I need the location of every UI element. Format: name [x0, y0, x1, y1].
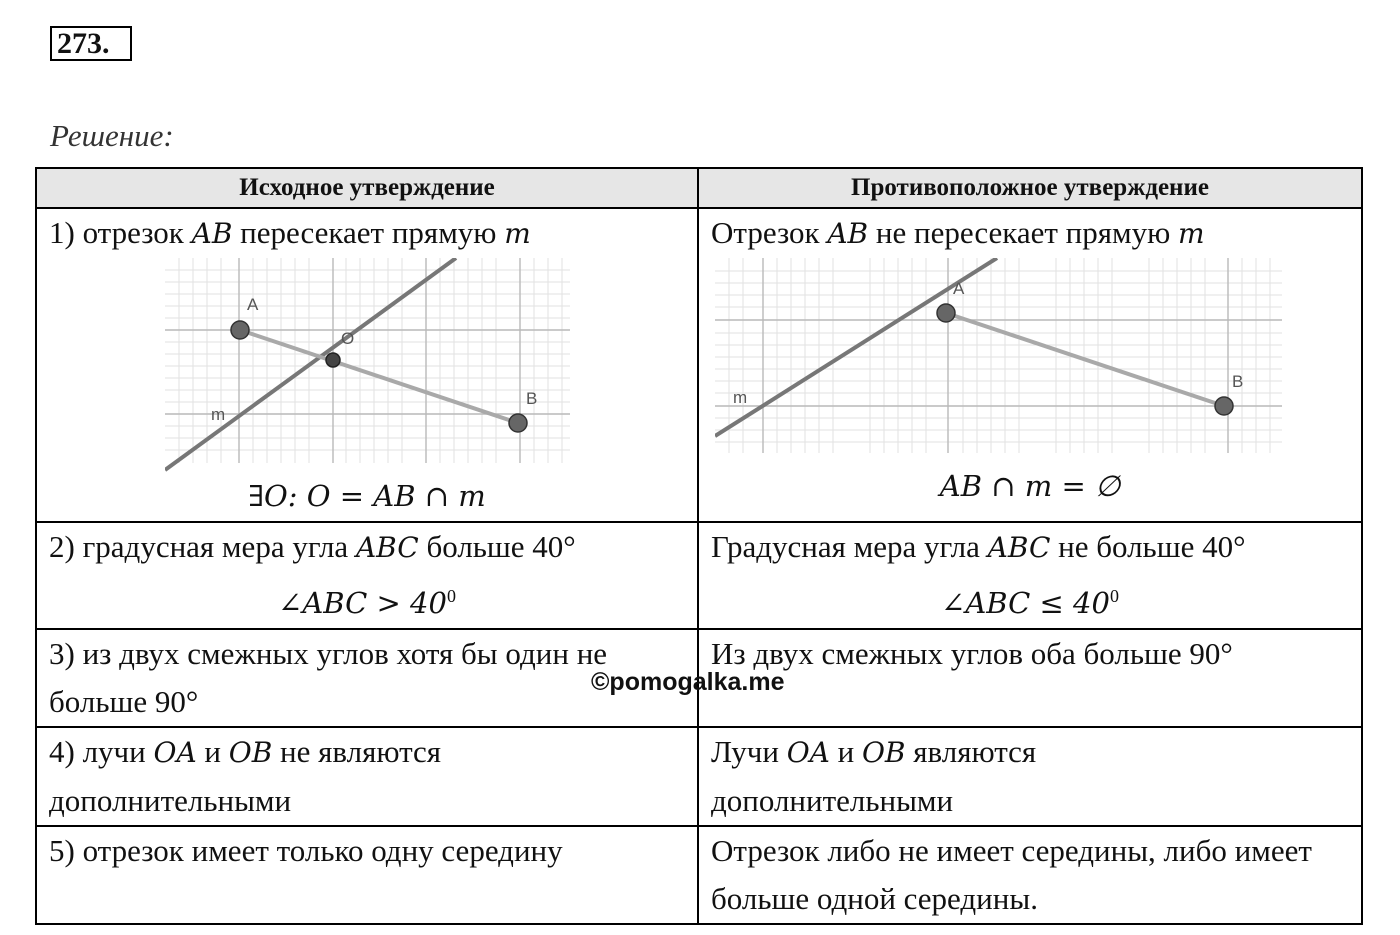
label-m: m — [733, 388, 748, 407]
statement-text — [711, 728, 1349, 825]
text-part: не больше 40° — [1050, 529, 1246, 564]
formula-text: ∃O: O = AB ∩ m — [248, 479, 486, 513]
math-abc: ABC — [987, 531, 1051, 564]
math-m: m — [504, 217, 531, 250]
formula-sup: 0 — [1109, 586, 1119, 606]
cell-opposite-2 — [698, 522, 1362, 629]
table-row — [36, 522, 1362, 629]
grid-figure-right — [715, 258, 1285, 458]
cell-opposite-3 — [698, 629, 1362, 727]
text-part: не являются дополнительными — [49, 734, 442, 818]
cell-original-2 — [36, 522, 698, 629]
statement-text — [711, 209, 1349, 258]
figure-intersect — [49, 258, 685, 472]
text-part: 1) отрезок — [49, 215, 192, 250]
text-part: Лучи — [711, 734, 787, 769]
statement-text: Отрезок либо не имеет середины, либо имеет больше одной середины. — [711, 833, 1312, 916]
text-part: и — [829, 734, 862, 769]
formula — [711, 462, 1349, 511]
header-original: Исходное утверждение — [36, 168, 698, 208]
text-part: и — [196, 734, 229, 769]
math-abc: ABC — [355, 531, 419, 564]
text-part: не пересекает прямую — [868, 215, 1179, 250]
figure-no-intersect — [711, 258, 1349, 462]
statement-text: 3) из двух смежных углов хотя бы один не больше 90° — [49, 636, 608, 719]
formula-text: ∠ABC > 40 — [278, 586, 447, 620]
label-b: B — [1232, 372, 1244, 391]
label-m: m — [211, 405, 226, 424]
table-header-row — [36, 168, 1362, 208]
formula — [49, 472, 685, 521]
segment-ab — [240, 330, 518, 423]
math-ob: OB — [228, 736, 273, 769]
text-part: пересекает прямую — [232, 215, 505, 250]
statement-text: 5) отрезок имеет только одну середину — [49, 833, 563, 868]
text-part: являются дополнительными — [711, 734, 1037, 818]
formula — [711, 572, 1349, 628]
label-b: B — [526, 389, 538, 408]
point-b — [1215, 397, 1233, 415]
math-ob: OB — [861, 736, 906, 769]
label-a: A — [247, 295, 259, 314]
formula-text: AB ∩ m = ∅ — [939, 469, 1121, 503]
text-part: 2) градусная мера угла — [49, 529, 356, 564]
point-a — [231, 321, 249, 339]
label-a: A — [953, 279, 965, 298]
text-part: больше 40° — [418, 529, 576, 564]
problem-number: 273. — [50, 26, 132, 61]
header-opposite: Противоположное утверждение — [698, 168, 1362, 208]
cell-opposite-1 — [698, 208, 1362, 522]
watermark: ©pomogalka.me — [591, 668, 785, 696]
solution-label: Решение: — [50, 118, 174, 153]
statement-text — [49, 523, 685, 572]
table-row — [36, 826, 1362, 924]
text-part: 4) лучи — [49, 734, 154, 769]
math-ab: AB — [827, 217, 869, 250]
math-oa: OA — [786, 736, 830, 769]
statement-text: Из двух смежных углов оба больше 90° — [711, 636, 1233, 671]
cell-opposite-5 — [698, 826, 1362, 924]
point-o — [326, 353, 340, 367]
math-ab: AB — [191, 217, 233, 250]
point-b — [509, 414, 527, 432]
statement-text — [49, 728, 685, 825]
grid-figure-left — [165, 258, 575, 472]
statements-table — [35, 167, 1363, 925]
cell-opposite-4 — [698, 727, 1362, 826]
table-row — [36, 208, 1362, 522]
math-oa: OA — [153, 736, 197, 769]
cell-original-1 — [36, 208, 698, 522]
label-o: O — [341, 329, 355, 348]
statement-text — [711, 523, 1349, 572]
formula — [49, 572, 685, 628]
segment-ab — [946, 313, 1224, 406]
point-a — [937, 304, 955, 322]
cell-original-5 — [36, 826, 698, 924]
formula-sup: 0 — [446, 586, 456, 606]
cell-original-4 — [36, 727, 698, 826]
math-m: m — [1178, 217, 1205, 250]
text-part: Отрезок — [711, 215, 828, 250]
formula-text: ∠ABC ≤ 40 — [941, 586, 1110, 620]
statement-text — [49, 209, 685, 258]
table-row — [36, 727, 1362, 826]
text-part: Градусная мера угла — [711, 529, 988, 564]
